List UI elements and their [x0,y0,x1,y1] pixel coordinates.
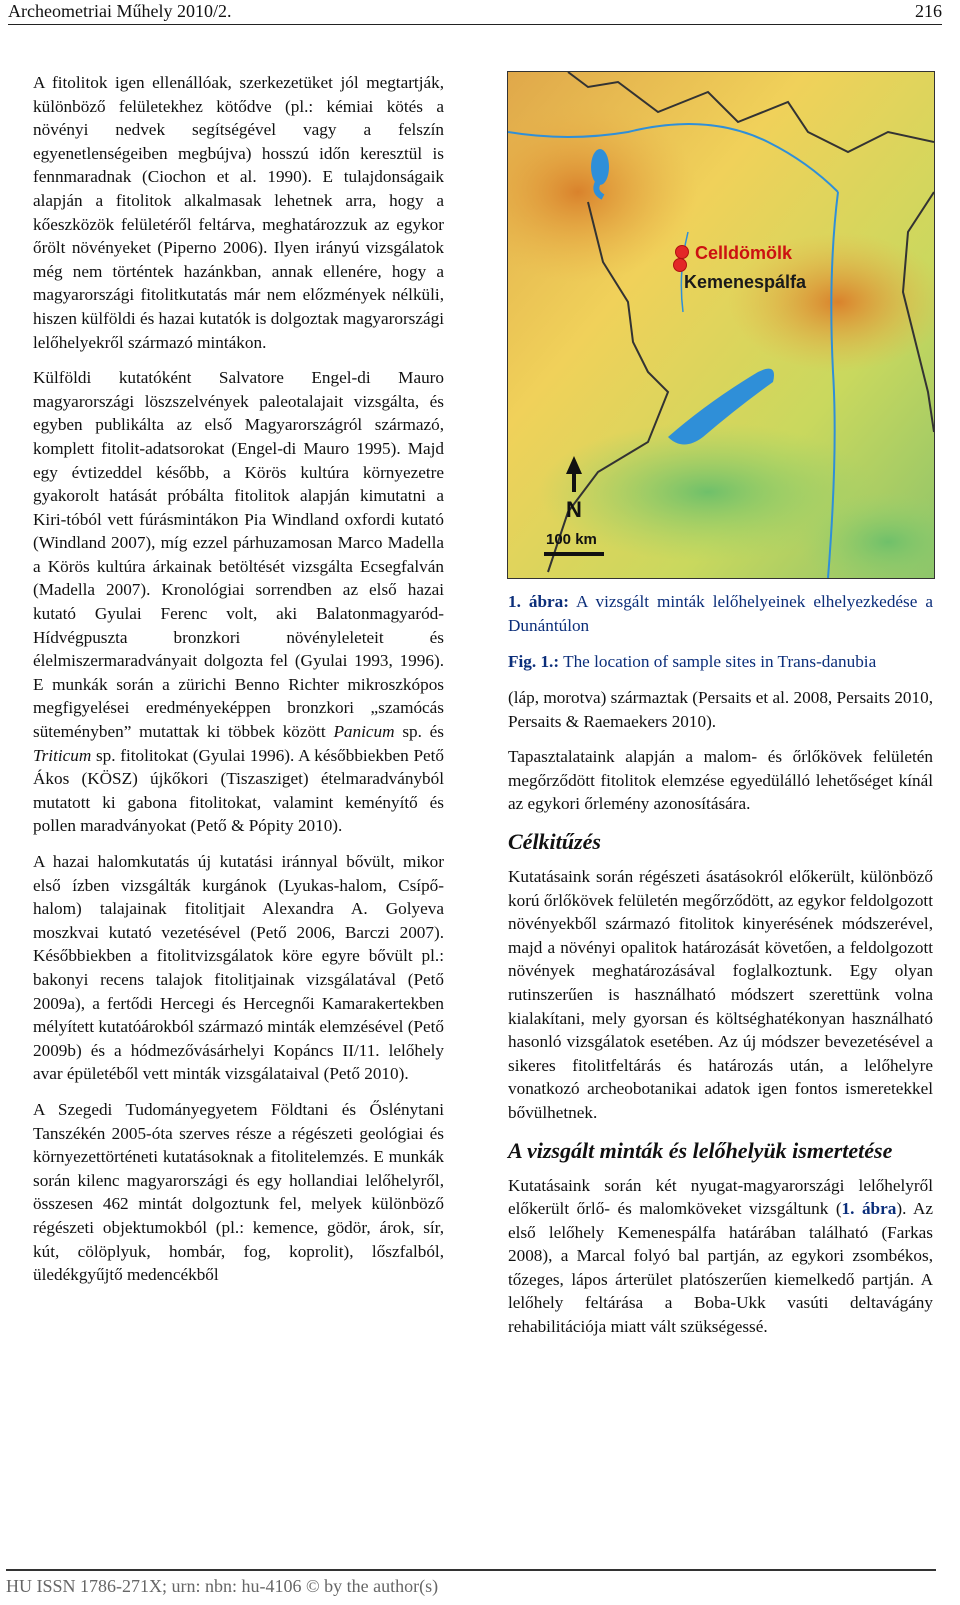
figure-caption-en: Fig. 1.: The location of sample sites in Trans-danubia [508,652,877,671]
label-kemenespalfa: Kemenespálfa [684,272,807,292]
section-heading: A vizsgált minták és lelőhelyük ismertetése [508,1137,893,1163]
taxon-name: Triticum [33,745,92,765]
map-image [508,72,934,578]
figure-caption-hu: 1. ábra: A vizsgált minták lelőhelyeinek elhelyezkedése a Dunántúlon [508,592,933,635]
paragraph: A Szegedi Tudományegyetem Földtani és Őslénytani Tanszékén 2005-óta szerves része a régészeti geológiai és környezettörténeti kutatásoknak a fitolitelemzés. E munkák során kilenc magyarországi és egy hollandiai lelőhelyről, összesen 462 mintát dolgoztunk fel, melyek különböző régészeti objektumokból (pl.: kemence, gödör, árok, sír, kút, cölöplyuk, hombár, fog, koprolit), lőszfalból, üledékgyűjtő medencékből [33,1099,444,1285]
paragraph: A hazai halomkutatás új kutatási iránnyal bővült, mikor első ízben vizsgálták kurgánok (Lyukas-halom, Csípő-halom) talajainak fitolitjait Alexandra A. Golyeva moszkvai kutató vezetésével (Pető 2006, Barczi 2007). Későbbiekben a fitolitvizsgálatok köre egyre bővült pl.: bakonyi recens talajok fitolitjainak vizsgálatával (Pető 2009a), a fertődi Hercegi és Hercegnői Kamarakertekben mélyített kutatóárokból származó minták elemzésével (Pető 2009b) és a hódmezővásárhelyi Kopáncs II/11. lelőhely avar épületéből vett minták vizsgálataival (Pető 2010). [33,852,444,1084]
figure-reference: 1. ábra [841,1199,897,1219]
page-number: 216 [915,1,942,21]
left-column [33,71,444,1299]
taxon-name: Panicum [333,722,395,742]
north-label: N [566,497,582,522]
right-column [508,590,933,1351]
site-marker-celldomolk [676,246,689,259]
site-marker-kemenespalfa [674,259,687,272]
paragraph: Kutatásaink során két nyugat-magyarországi lelőhelyről előkerült őrlő- és malomköveket vizsgáltunk (1. ábra). Az első lelőhely Kemenespálfa határában található (Farkas 2008), a Marcal folyó bal partján, az egykori zsombékos, tőzeges, lápos árterület platószerűen kiemelkedő partján. A lelőhely feltárása a Boba-Ukk vasúti deltavágány rehabilitációja miatt vált szükségessé. [508,1175,933,1337]
section-heading: Célkitűzés [508,828,601,854]
label-celldomolk: Celldömölk [695,243,793,263]
paragraph: Tapasztalataink alapján a malom- és őrlőkövek felületén megőrződött fitolitok elemzése egyedülálló lehetőséget kínál az egykori őrlemény azonosítására. [508,747,933,814]
paragraph: Külföldi kutatóként Salvatore Engel-di Mauro magyarországi löszszelvények paleotalajait vizsgálta, és egyben publikálta az első Magyarországról származó, komplett fitolit-adatsorokat (Engel-di Mauro 1995). Majd egy évtizeddel később, a Körös kultúra környezetre gyakorolt hatását próbálta fitolitok alapján kimutatni a Kiri-tóból vett fúrásmintákon Pia Windland oxfordi kutató (Windland 2007), míg ezzel párhuzamosan Marco Madella a Körös kultúra árkainak betöltését vizsgálta Ecsegfalván (Madella 2007). Kronológiai sorrendben az első hazai kutató Gyulai Ferenc volt, aki Balatonmagyaród-Hídvégpuszta bronzkori növényleleteit és élelmiszermaradványait dolgozta fel (Gyulai 1993, 1996). E munkák során a zürichi Benno Richter mikroszkópos megfigyelései eredményeképpen bronzkori „szamócás süteményben” mutattak ki többek között Panicum sp. és Triticum sp. fitolitokat (Gyulai 1996). A későbbiekben Pető Ákos (KÖSZ) újkőkori (Tiszasziget) ételmaradványból mutatott ki gabona fitolitokat, valamint keményítő és pollen maradványokat (Pető & Pópity 2010). [33,368,444,836]
paragraph: Kutatásaink során régészeti ásatásokról előkerült, különböző korú őrlőkövek felületén megőrződött, az egykor feldolgozott növényekből származó fitolitok kinyerésének módszerével, majd a növényi opalitok határozását követően, a feldolgozott növények meghatározásával foglalkoztunk. Egy olyan rutinszerűen is használható módszert szerettünk volna kialakítani, mely gyorsan és költséghatékonyan használható hasonló vizsgálatok esetében. Az új módszer bevezetésével a sikeres fitolitfeltárás és határozás után, a lelőhelyre vonatkozó archeobotanikai adatok igen fontos ismeretekkel bővülhetnek. [508,866,933,1122]
scale-label: 100 km [546,531,597,548]
paragraph: A fitolitok igen ellenállóak, szerkezetüket jól megtartják, különböző felületekhez kötődve (pl.: kémiai kötés a növényi nedvek segítségével vagy a felszín egyenetlenségeiben megbújva) hosszú időn keresztül is fennmaradnak (Ciochon et al. 1990). E tulajdonságaik alapján a fitolitok alkalmasak lehetnek arra, hogy a kőeszközök felületéről feltárva, meghatározzuk az egykor őrölt növényeket (Piperno 2006). Ilyen irányú vizsgálatok még nem történtek hazánkban, annak ellenére, hogy a magyarországi fitolitkutatás már nem előzmények nélküli, hiszen külföldi és hazai kutatók is dolgoztak magyarországi lelőhelyekről származó mintákon. [33,73,444,352]
running-header [8,0,942,25]
lake-ferto [591,149,609,185]
paragraph: (láp, morotva) származtak (Persaits et al. 2008, Persaits 2010, Persaits & Raemaekers 2010). [508,688,933,731]
figure-map [507,71,935,579]
journal-title: Archeometriai Műhely 2010/2. [8,1,232,21]
page-footer: HU ISSN 1786-271X; urn: nbn: hu-4106 © by the author(s) [6,1569,936,1605]
